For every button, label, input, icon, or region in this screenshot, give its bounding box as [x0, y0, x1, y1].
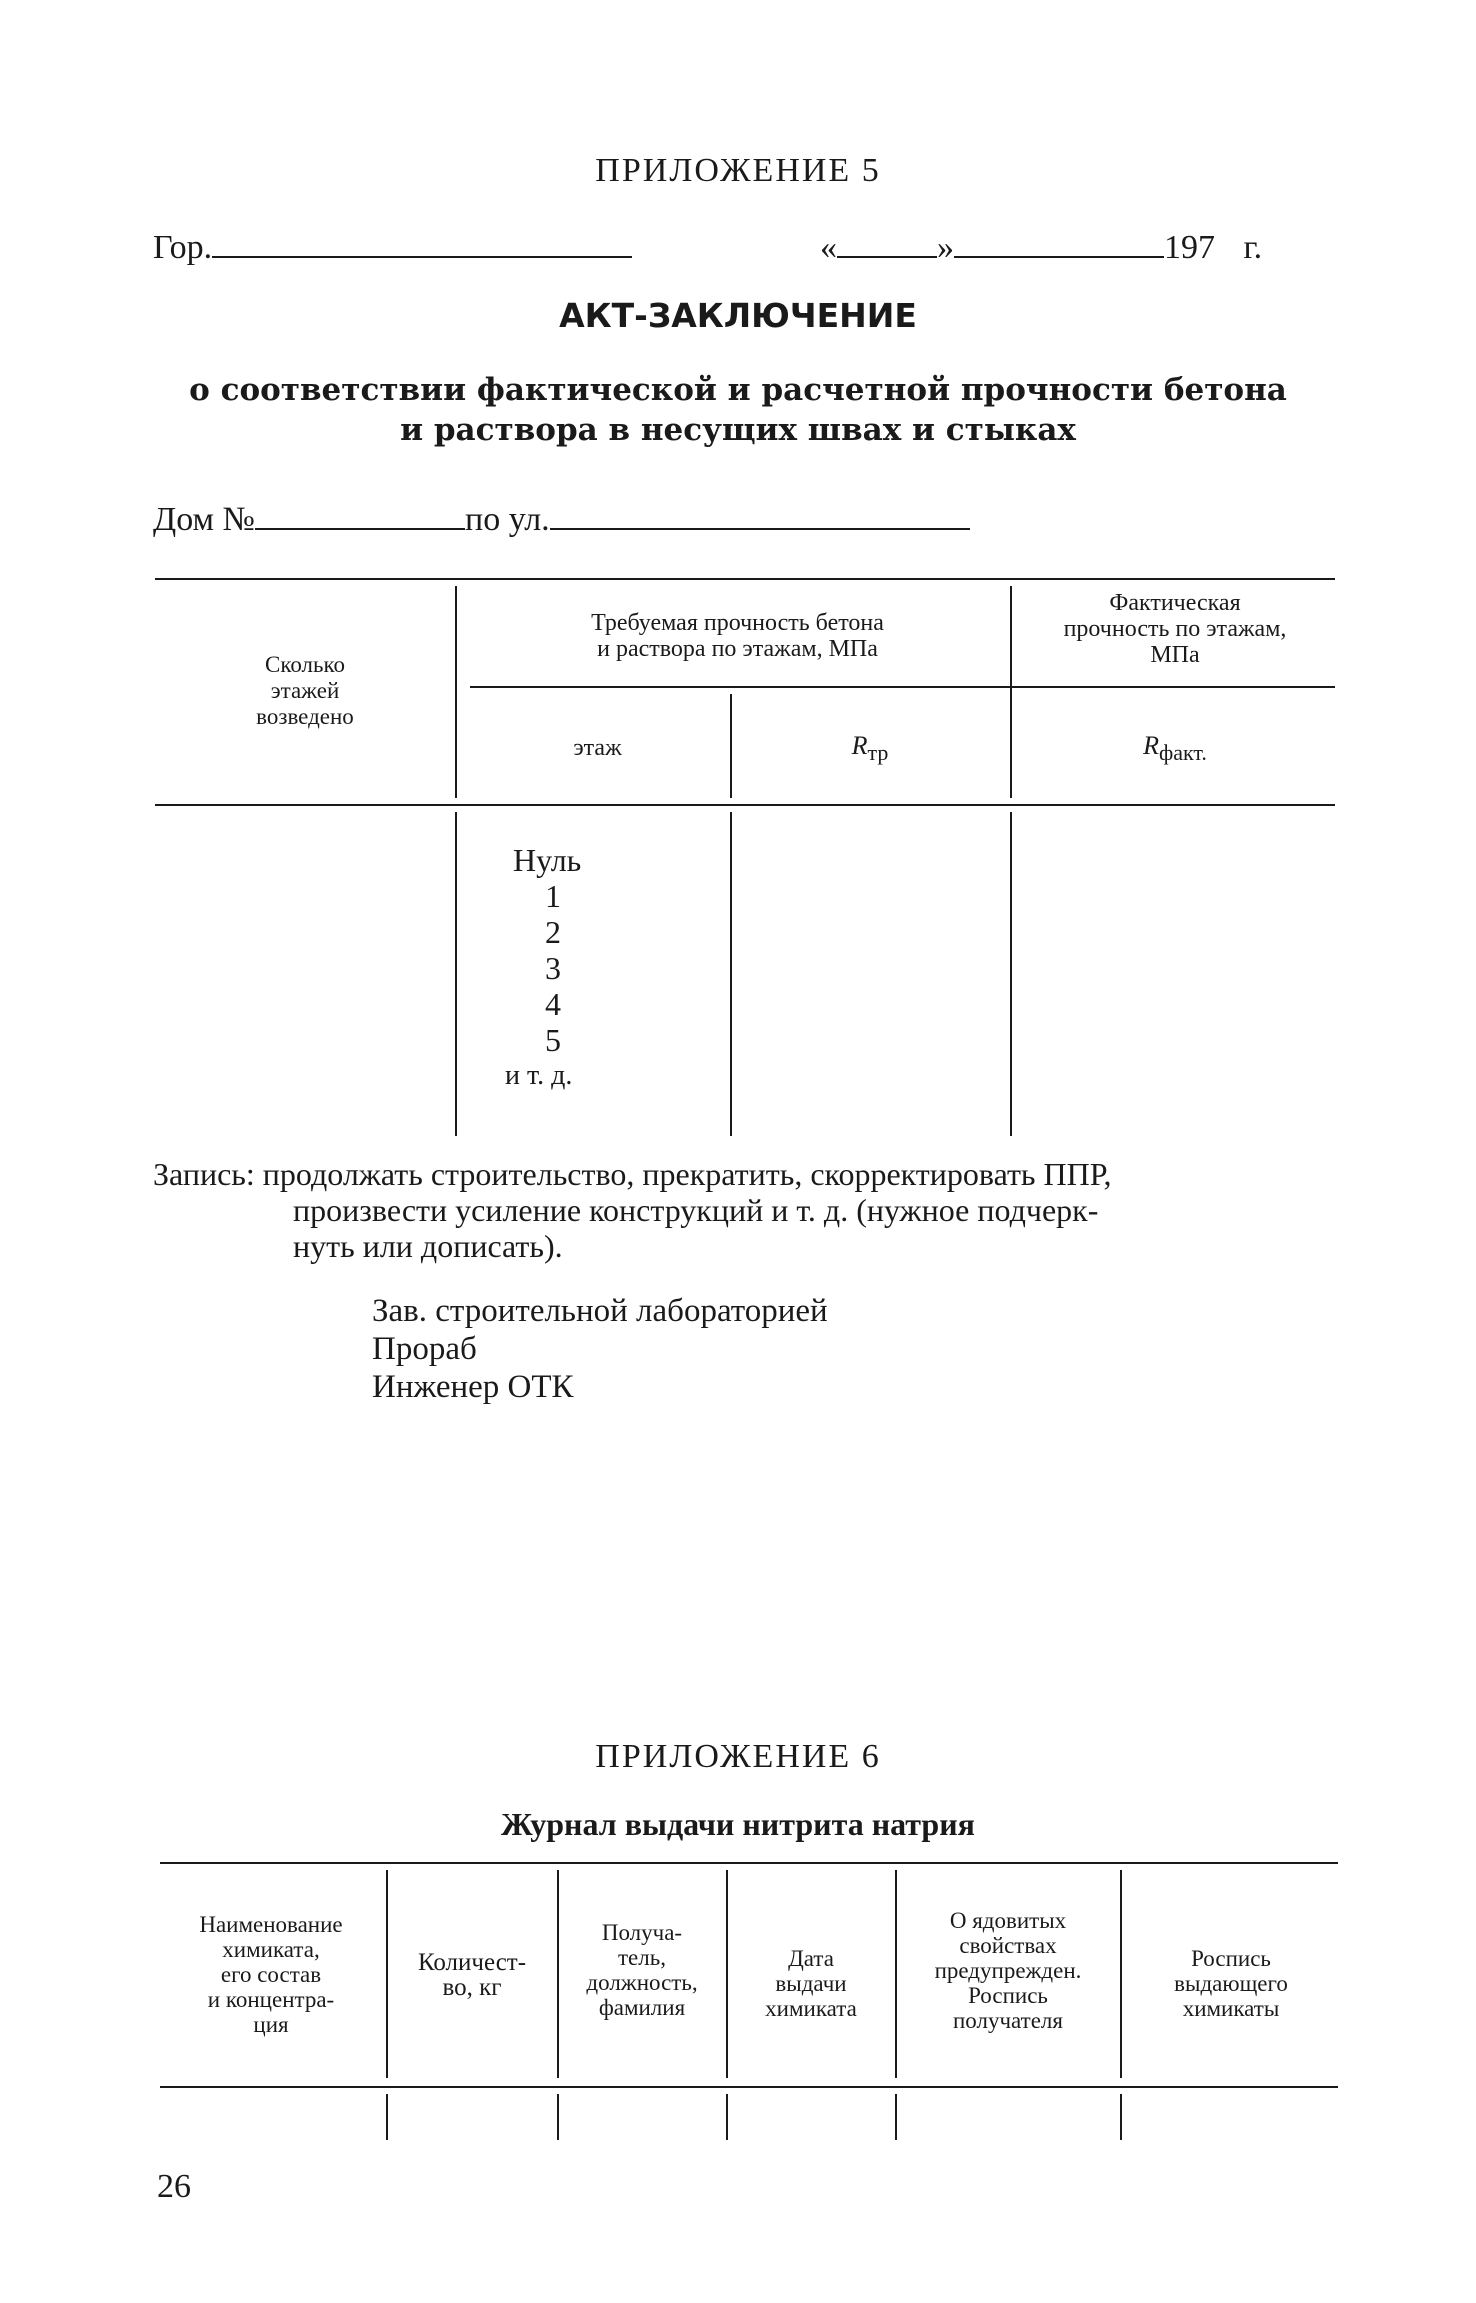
col-header-line: свойствах	[959, 1933, 1057, 1958]
col-header-line: химиката	[765, 1996, 857, 2021]
act-title: АКТ-ЗАКЛЮЧЕНИЕ	[559, 296, 917, 335]
date-open-quote: «	[820, 229, 837, 266]
col-header-line: тель,	[618, 1945, 666, 1970]
col-quantity	[390, 1950, 554, 2000]
header-actual-line: Фактическая	[1109, 590, 1241, 616]
header-required-line: Требуемая прочность бетона	[591, 610, 884, 636]
house-label: Дом №	[153, 501, 255, 538]
col-issuer-signature	[1124, 1946, 1338, 2021]
floor-item: 5	[545, 1022, 561, 1058]
subheader-r-actual	[1015, 733, 1335, 766]
signature-lab-head: Зав. строительной лабораторией	[372, 1293, 828, 1329]
floor-item: 3	[545, 950, 561, 986]
r-subscript-tr: тр	[867, 740, 889, 766]
address-field	[153, 494, 1053, 539]
col-header-line: во, кг	[442, 1974, 502, 2001]
col-header-line: получателя	[953, 2008, 1063, 2033]
year-text: 197	[1164, 229, 1215, 266]
city-blank	[212, 222, 632, 258]
col-recipient	[561, 1920, 723, 2020]
col-header-line: должность,	[586, 1970, 698, 1995]
col-issue-date	[730, 1946, 892, 2021]
col-header-line: ция	[253, 2012, 289, 2037]
record-line-1	[153, 1156, 1353, 1192]
header-actual-strength	[1015, 590, 1335, 668]
table2-vline-4	[895, 1870, 897, 2078]
header-actual-line: прочность по этажам,	[1063, 616, 1287, 642]
col-header-line: фамилия	[598, 1995, 686, 2020]
street-blank	[550, 494, 970, 530]
col-header-line: выдачи	[775, 1971, 847, 1996]
header-required-strength	[470, 610, 1005, 662]
date-field	[820, 222, 1340, 267]
floor-item: Нуль	[513, 842, 582, 878]
city-field	[153, 222, 673, 267]
street-label: по ул.	[465, 501, 550, 538]
r-symbol: R	[1143, 731, 1159, 760]
day-blank	[837, 222, 937, 258]
act-subtitle-line2: и раствора в несущих швах и стыках	[400, 412, 1076, 448]
table1-vline-3	[730, 694, 732, 798]
table1-body-vline-1	[455, 812, 457, 1136]
month-blank	[954, 222, 1164, 258]
record-line-2: произвести усиление конструкций и т. д. (нужное подчерк-	[293, 1192, 1099, 1228]
subheader-r-required	[735, 733, 1005, 766]
floor-item: и т. д.	[505, 1060, 573, 1091]
record-line-3: нуть или дописать).	[293, 1228, 563, 1264]
table2-vline-3	[726, 1870, 728, 2078]
floor-item: 2	[545, 914, 561, 950]
col-header-line: О ядовитых	[949, 1908, 1067, 1933]
header-floors-built-line: возведено	[256, 704, 354, 729]
table2-body-vline-3	[726, 2094, 728, 2140]
table2-vline-2	[557, 1870, 559, 2078]
table2-body-vline-4	[895, 2094, 897, 2140]
table2-header-rule	[160, 2086, 1338, 2088]
appendix6-heading: ПРИЛОЖЕНИЕ 6	[595, 1738, 881, 1775]
col-chemical-name	[160, 1912, 382, 2037]
date-close-quote: »	[937, 229, 954, 266]
appendix5-heading: ПРИЛОЖЕНИЕ 5	[595, 152, 881, 189]
floors-list	[505, 842, 705, 1094]
table1-top-rule	[155, 578, 1335, 580]
table2-body-vline-2	[557, 2094, 559, 2140]
year-suffix: г.	[1243, 229, 1263, 266]
col-header-line: Наименование	[199, 1912, 343, 1937]
r-subscript-fact: факт.	[1159, 740, 1207, 766]
col-header-line: предупрежден.	[934, 1958, 1082, 1983]
table2-body-vline-5	[1120, 2094, 1122, 2140]
col-header-line: Дата	[788, 1946, 834, 1971]
col-header-line: Роспись	[1191, 1946, 1271, 1971]
subheader-floor: этаж	[573, 735, 622, 761]
col-header-line: химикаты	[1182, 1996, 1280, 2021]
col-header-line: Получа-	[601, 1920, 683, 1945]
header-actual-line: МПа	[1150, 642, 1200, 668]
header-required-line: и раствора по этажам, МПа	[597, 636, 878, 662]
signatures-block	[372, 1292, 1272, 1406]
floor-item: 1	[545, 878, 561, 914]
table1-vline-2	[1010, 586, 1012, 798]
record-text: продолжать строительство, прекратить, скорректировать ППР,	[262, 1156, 1112, 1192]
header-floors-built	[160, 652, 450, 730]
table2-body-vline-1	[386, 2094, 388, 2140]
act-subtitle-line1: о соответствии фактической и расчетной прочности бетона	[189, 372, 1287, 408]
table1-body-vline-2	[730, 812, 732, 1136]
record-label: Запись:	[153, 1156, 255, 1192]
col-header-line: Роспись	[968, 1983, 1048, 2008]
house-blank	[255, 494, 465, 530]
table2-top-rule	[160, 1862, 1338, 1864]
col-header-line: химиката,	[222, 1937, 320, 1962]
table1-body-vline-3	[1010, 812, 1012, 1136]
col-header-line: его состав	[220, 1962, 322, 1987]
table1-header-rule	[155, 804, 1335, 806]
record-block	[153, 1156, 1353, 1264]
table1-vline-1	[455, 586, 457, 798]
table2-vline-5	[1120, 1870, 1122, 2078]
header-floors-built-line: Сколько	[264, 652, 346, 677]
signature-qc-engineer: Инженер ОТК	[372, 1369, 574, 1405]
act-subtitle	[0, 370, 1476, 450]
col-poison-warning	[899, 1908, 1117, 2033]
col-header-line: Количест-	[417, 1949, 527, 1976]
table1-subheader-rule	[470, 686, 1335, 688]
r-symbol: R	[851, 731, 868, 760]
floor-item: 4	[545, 986, 561, 1022]
journal-title: Журнал выдачи нитрита натрия	[501, 1806, 975, 1842]
signature-foreman: Прораб	[372, 1331, 477, 1367]
col-header-line: и концентра-	[207, 1987, 335, 2012]
page-number: 26	[157, 2168, 191, 2205]
city-label: Гор.	[153, 229, 213, 266]
header-floors-built-line: этажей	[270, 678, 340, 703]
table2-vline-1	[386, 1870, 388, 2078]
col-header-line: выдающего	[1174, 1971, 1288, 1996]
